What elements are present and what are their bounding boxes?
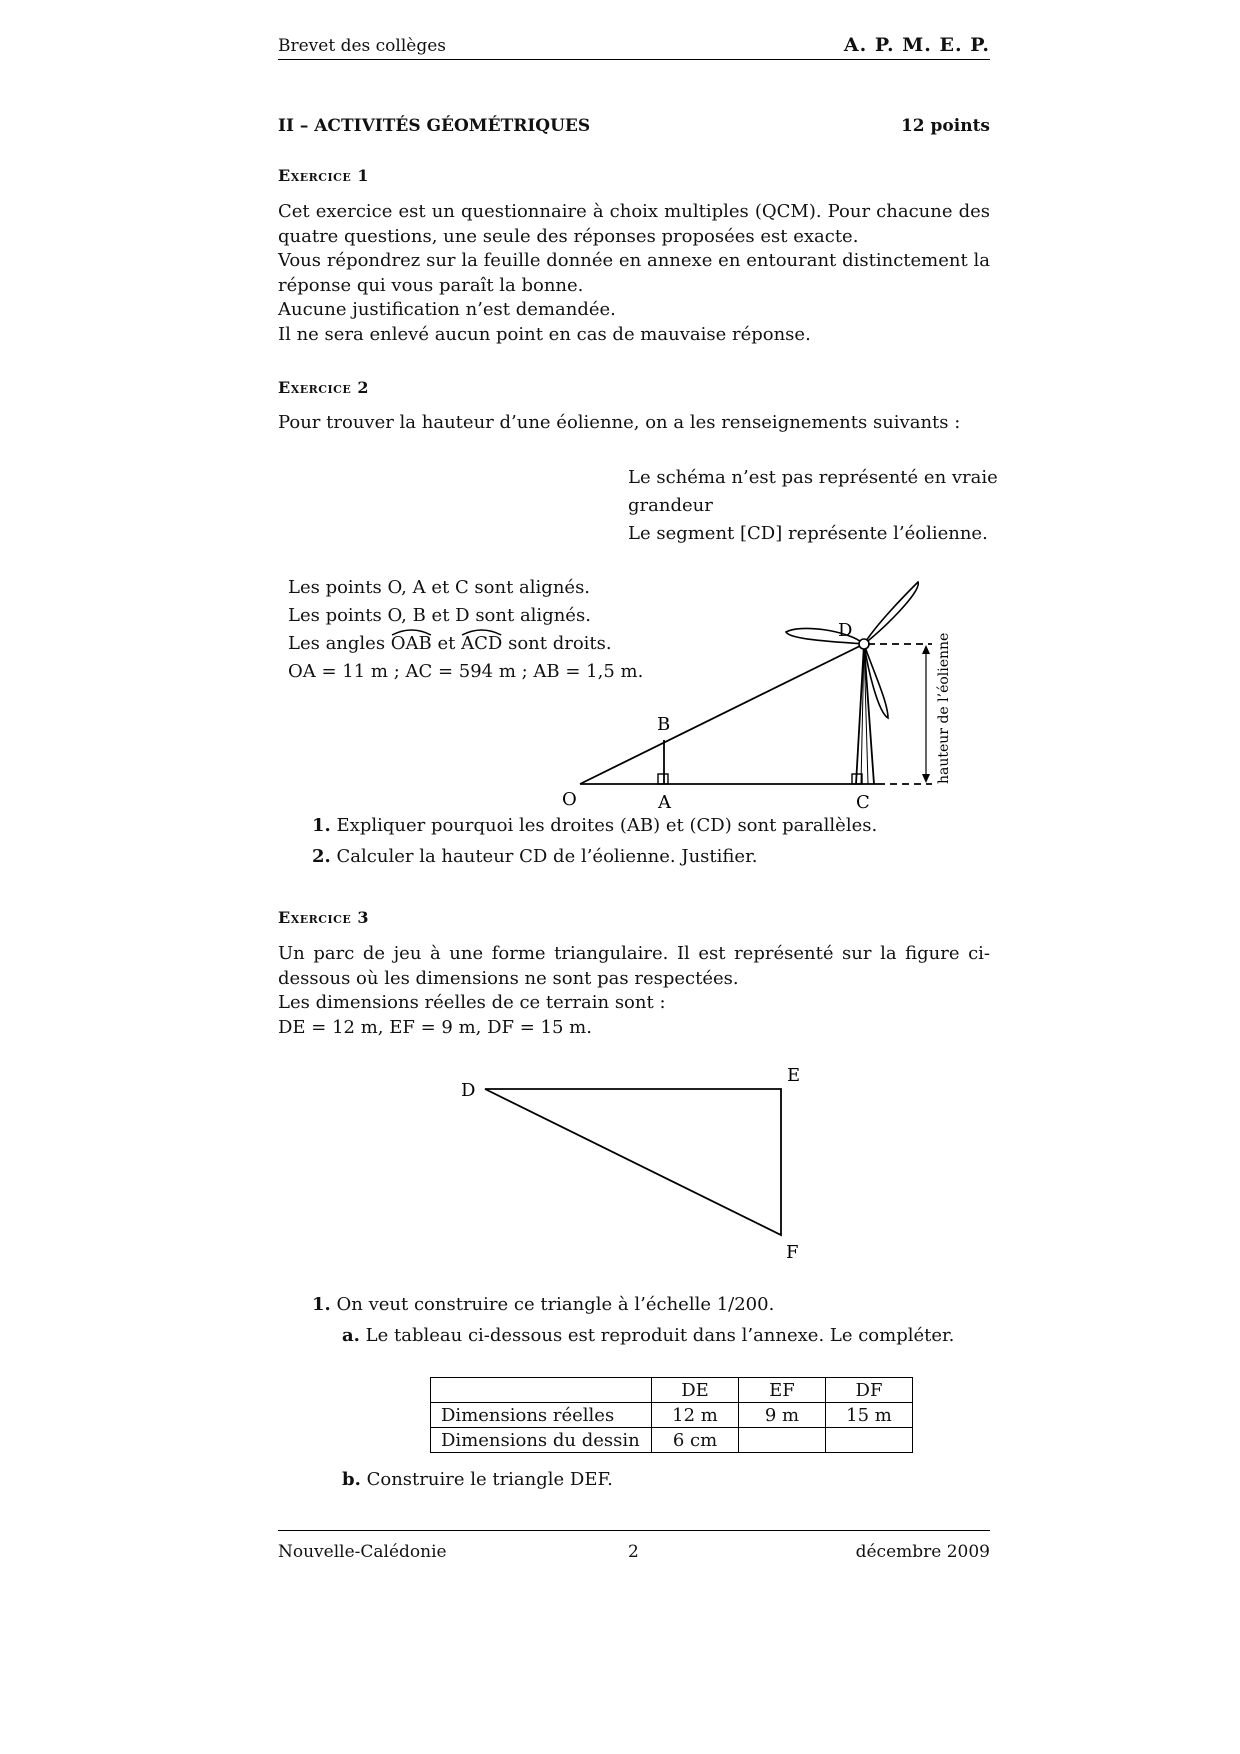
label-e: E [787,1065,801,1086]
line-od [580,644,864,784]
exercise-1-line: Aucune justification n’est demandée. [278,299,616,320]
table-cell: EF [739,1378,826,1403]
exercise-1-text [278,200,990,347]
dimensions-table [430,1377,913,1453]
table-cell [826,1428,913,1453]
exercise-1-line: Cet exercice est un questionnaire à choix multiples (QCM). Pour chacune des quatre questions, une seule des réponses proposées est exacte. [278,201,990,247]
table-cell: Dimensions du dessin [431,1428,652,1453]
table-cell: DE [652,1378,739,1403]
fact-line: OA = 11 m ; AC = 594 m ; AB = 1,5 m. [288,661,644,682]
table-cell: 15 m [826,1403,913,1428]
exercise-2-q2: 2. Calculer la hauteur CD de l’éolienne. Justifier. [312,846,758,867]
right-angle-a [658,774,668,784]
table-row [431,1428,913,1453]
table-cell: 12 m [652,1403,739,1428]
exercise-2-q1: 1. Expliquer pourquoi les droites (AB) et (CD) sont parallèles. [312,815,878,836]
exercise-3-line: Un parc de jeu à une forme triangulaire. Il est représenté sur la figure ci-dessous où les dimensions ne sont pas respectées. [278,943,990,989]
fact-angles: Les angles OAB et ACD sont droits. [288,630,643,658]
footer-right: décembre 2009 [855,1542,990,1562]
footer-left: Nouvelle-Calédonie [278,1542,447,1562]
label-c: C [856,792,870,810]
table-cell: DF [826,1378,913,1403]
fact-line: Les points O, B et D sont alignés. [288,605,591,626]
label-d: D [838,620,853,641]
table-cell: Dimensions réelles [431,1403,652,1428]
exercise-1-title: Exercice 1 [278,166,369,185]
label-a: A [658,792,671,810]
note-line: Le schéma n’est pas représenté en vraie [628,467,998,488]
angle-oab: OAB [391,630,432,658]
page-number: 2 [628,1542,639,1562]
note-line: grandeur [628,495,713,516]
angle-hat-icon [461,627,502,636]
triangle-def [485,1089,781,1235]
triangle-def-figure [440,1060,820,1270]
fact-line: Les points O, A et C sont alignés. [288,577,591,598]
exercise-3-qa: a. Le tableau ci-dessous est reproduit dans l’annexe. Le compléter. [342,1325,955,1346]
hub [859,639,869,649]
angle-acd: ACD [461,630,502,658]
exercise-2-note [628,464,998,548]
label-o: O [562,789,577,810]
table-row [431,1403,913,1428]
exercise-3-q1: 1. On veut construire ce triangle à l’échelle 1/200. [312,1294,775,1315]
table-header-row [431,1378,913,1403]
header-left: Brevet des collèges [278,36,447,56]
exercise-2-intro: Pour trouver la hauteur d’une éolienne, on a les renseignements suivants : [278,412,961,433]
header-right: A. P. M. E. P. [843,34,990,56]
header-rule [278,59,990,60]
angle-hat-icon [391,627,432,636]
label-f: F [786,1242,799,1263]
table-cell [739,1428,826,1453]
note-line: Le segment [CD] représente l’éolienne. [628,523,988,544]
wind-turbine-figure [560,570,980,810]
exercise-1-line: Vous répondrez sur la feuille donnée en annexe en entourant distinctement la réponse qui vous paraît la bonne. [278,250,990,296]
footer-rule [278,1530,990,1531]
exercise-2-title: Exercice 2 [278,378,369,397]
exercise-3-text [278,942,990,1040]
exercise-3-line: Les dimensions réelles de ce terrain sont : [278,992,666,1013]
label-b: B [657,714,671,735]
height-label: hauteur de l’éolienne [936,632,952,784]
table-cell: 9 m [739,1403,826,1428]
exercise-3-title: Exercice 3 [278,908,369,927]
blade-up [864,582,918,644]
label-d: D [461,1080,476,1101]
exercise-3-line: DE = 12 m, EF = 9 m, DF = 15 m. [278,1016,592,1038]
table-cell: 6 cm [652,1428,739,1453]
exercise-3-qb: b. Construire le triangle DEF. [342,1469,613,1490]
section-points: 12 points [900,116,990,136]
section-title: II – ACTIVITÉS GÉOMÉTRIQUES [278,116,591,136]
table-cell [431,1378,652,1403]
exercise-1-line: Il ne sera enlevé aucun point en cas de mauvaise réponse. [278,323,811,345]
